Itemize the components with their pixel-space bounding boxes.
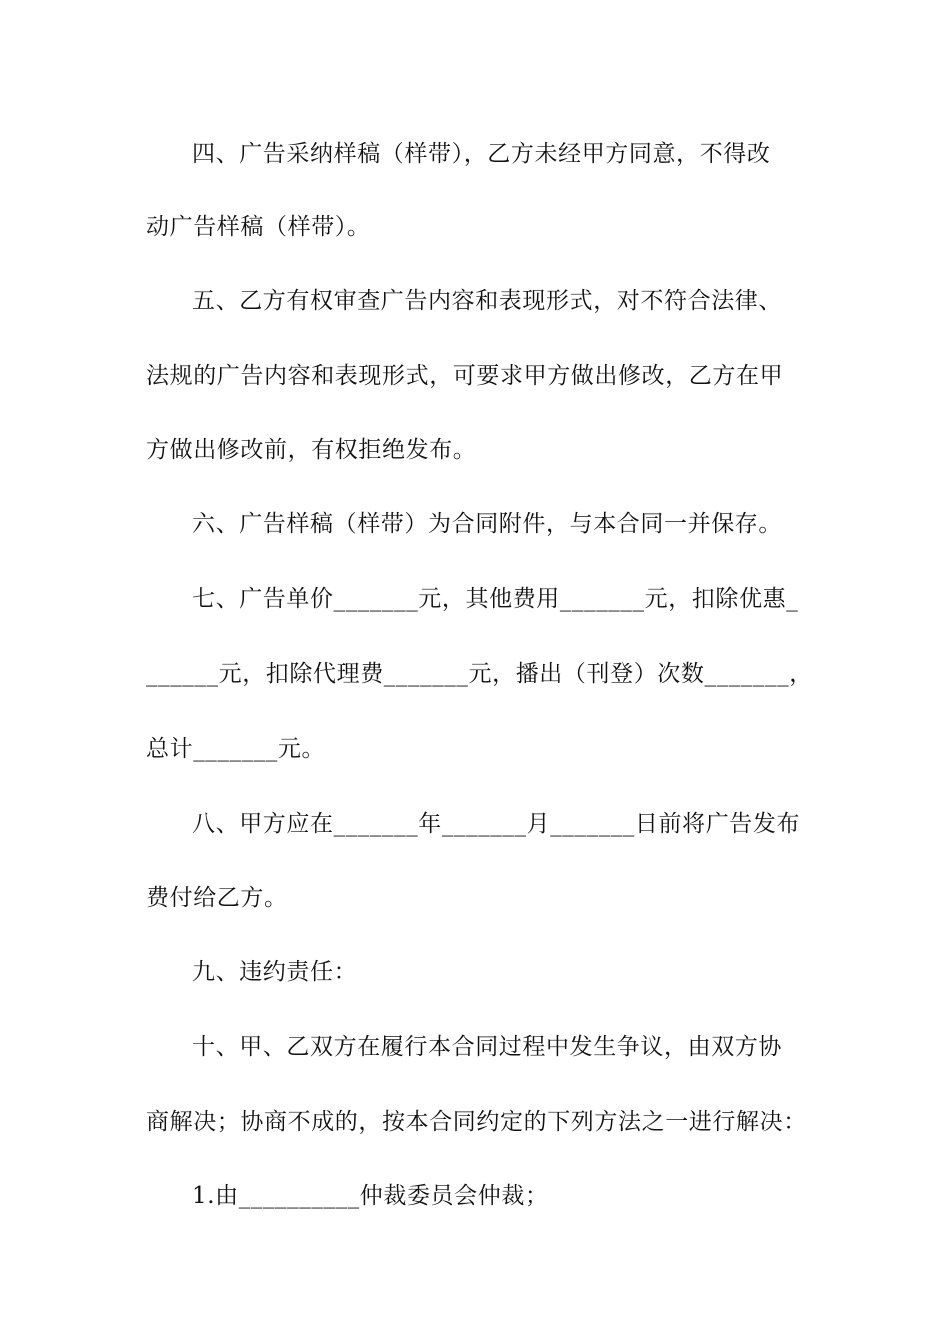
clause-8-line-1: 八、甲方应在_______年_______月_______日前将广告发布 xyxy=(192,811,801,837)
clause-5-line-1: 五、乙方有权审查广告内容和表现形式，对不符合法律、 xyxy=(192,288,782,314)
clause-10-item-1: 1.由__________仲裁委员会仲裁； xyxy=(192,1183,549,1209)
clause-7-line-3: 总计_______元。 xyxy=(146,736,326,762)
clause-10-line-2: 商解决；协商不成的，按本合同约定的下列方法之一进行解决： xyxy=(146,1109,807,1135)
clause-6-line-1: 六、广告样稿（样带）为合同附件，与本合同一并保存。 xyxy=(192,511,782,537)
clause-7-line-2: ______元，扣除代理费_______元，播出（刊登）次数_______， xyxy=(146,661,813,687)
clause-9-line-1: 九、违约责任： xyxy=(192,959,358,985)
clause-7-line-1: 七、广告单价_______元，其他费用_______元，扣除优惠_ xyxy=(192,586,799,612)
clause-4-line-1: 四、广告采纳样稿（样带），乙方未经甲方同意，不得改 xyxy=(192,141,771,167)
clause-8-line-2: 费付给乙方。 xyxy=(146,885,288,911)
clause-4-line-2: 动广告样稿（样带）。 xyxy=(146,214,371,240)
clause-10-line-1: 十、甲、乙双方在履行本合同过程中发生争议，由双方协 xyxy=(192,1034,782,1060)
clause-5-line-3: 方做出修改前，有权拒绝发布。 xyxy=(146,437,477,463)
clause-5-line-2: 法规的广告内容和表现形式，可要求甲方做出修改，乙方在甲 xyxy=(146,363,784,389)
